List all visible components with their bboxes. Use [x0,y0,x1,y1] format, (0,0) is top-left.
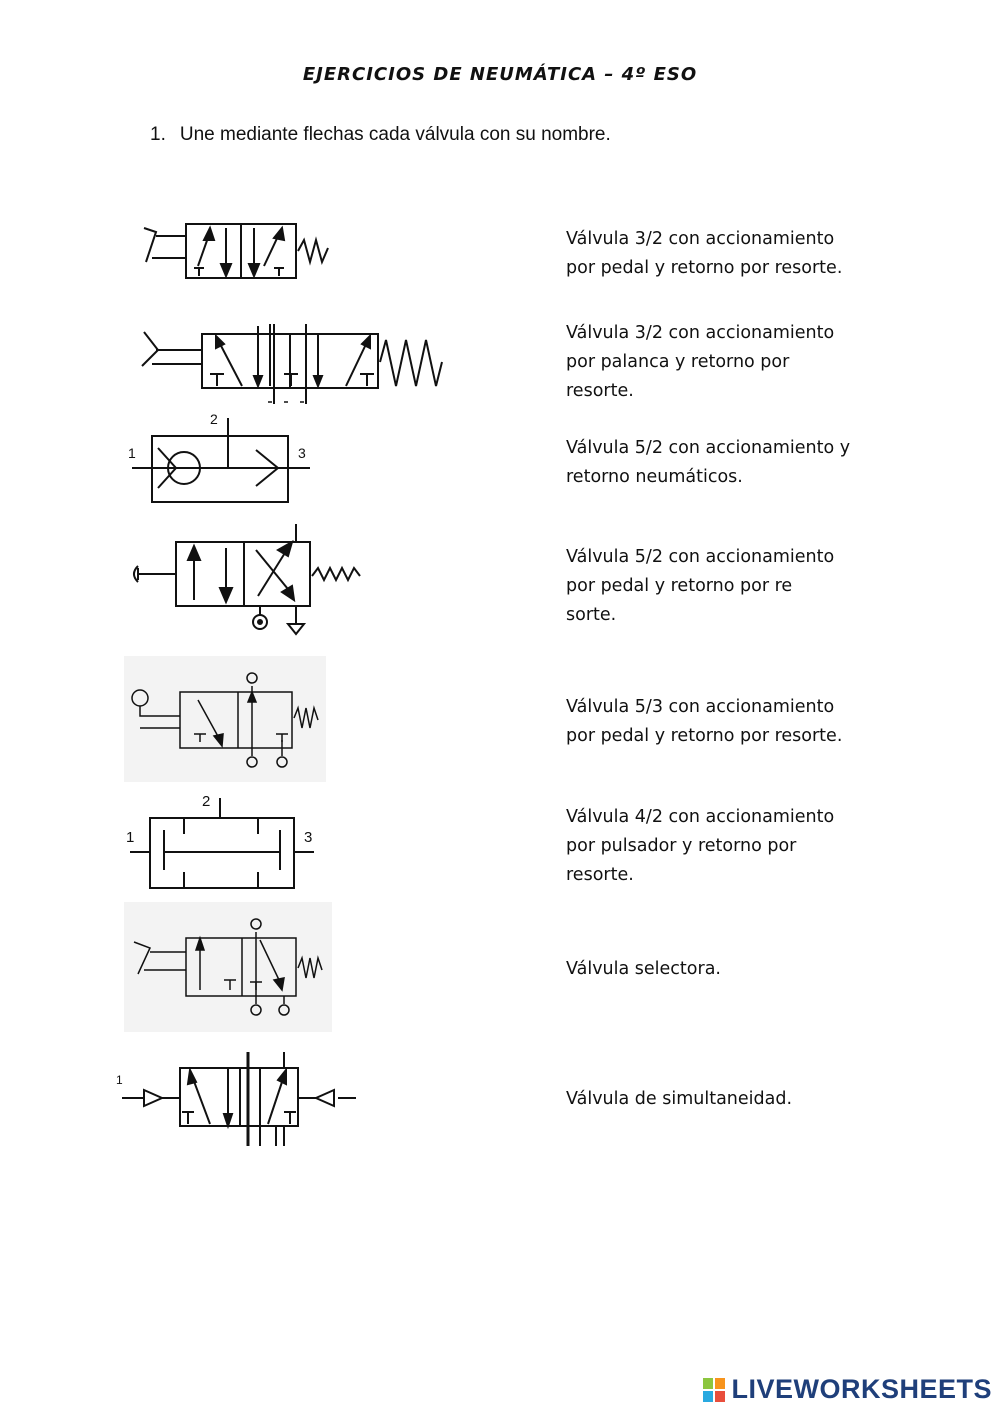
valve-name-4-line3: sorte. [566,605,617,625]
valve-symbol-2[interactable] [138,320,448,406]
liveworksheets-logo-icon [703,1378,725,1402]
worksheet-title: EJERCICIOS DE NEUMÁTICA – 4º ESO [302,64,698,85]
valve-name-6-line3: resorte. [566,865,634,885]
valve-symbol-8[interactable] [116,1046,362,1150]
valve-name-6-line2: por pulsador y retorno por [566,836,797,856]
instruction-text: Une mediante flechas cada válvula con su nombre. [179,124,611,145]
valve-name-2[interactable] [566,319,886,406]
valve-name-4-line1: Válvula 5/2 con accionamiento [566,547,835,567]
valve-name-5-line2: por pedal y retorno por resorte. [566,726,843,746]
liveworksheets-logo[interactable] [703,1374,992,1405]
valve-symbol-4[interactable] [124,520,369,642]
symbol-3-label-top: 2 [210,411,218,427]
valve-name-3[interactable] [566,434,886,492]
symbol-3-label-right: 3 [298,445,306,461]
symbol-6-label-left: 1 [126,829,135,846]
valve-name-2-line3: resorte. [566,381,634,401]
valve-name-3-line2: retorno neumáticos. [566,467,743,487]
valve-name-8-line1: Válvula de simultaneidad. [566,1089,793,1109]
valve-name-2-line1: Válvula 3/2 con accionamiento [566,323,835,343]
valve-name-7[interactable] [566,955,886,984]
symbol-3-label-left: 1 [128,445,136,461]
symbol-6-label-right: 3 [304,829,313,846]
valve-symbol-5[interactable] [124,656,326,782]
valve-name-4[interactable] [566,543,886,630]
symbol-6-label-top: 2 [202,793,211,810]
valve-name-8[interactable] [566,1085,886,1114]
valve-name-3-line1: Válvula 5/2 con accionamiento y [566,438,851,458]
valve-symbol-6[interactable] [124,790,324,892]
valve-name-6-line1: Válvula 4/2 con accionamiento [566,807,835,827]
instruction-number: 1. [150,124,166,145]
instruction [150,124,611,146]
valve-name-4-line2: por pedal y retorno por re [566,576,793,596]
valve-name-6[interactable] [566,803,886,890]
valve-name-7-line1: Válvula selectora. [566,959,721,979]
valve-name-5-line1: Válvula 5/3 con accionamiento [566,697,835,717]
liveworksheets-brand: LIVEWORKSHEETS [731,1374,992,1404]
valve-symbol-1[interactable] [138,218,338,284]
valve-name-1-line2: por pedal y retorno por resorte. [566,258,843,278]
symbol-8-label-edge: 1 [116,1073,123,1087]
valve-symbol-7[interactable] [124,902,332,1032]
valve-name-2-line2: por palanca y retorno por [566,352,790,372]
valve-symbol-3[interactable] [124,406,324,510]
valve-name-5[interactable] [566,693,886,751]
valve-name-1[interactable] [566,225,886,283]
valve-name-1-line1: Válvula 3/2 con accionamiento [566,229,835,249]
